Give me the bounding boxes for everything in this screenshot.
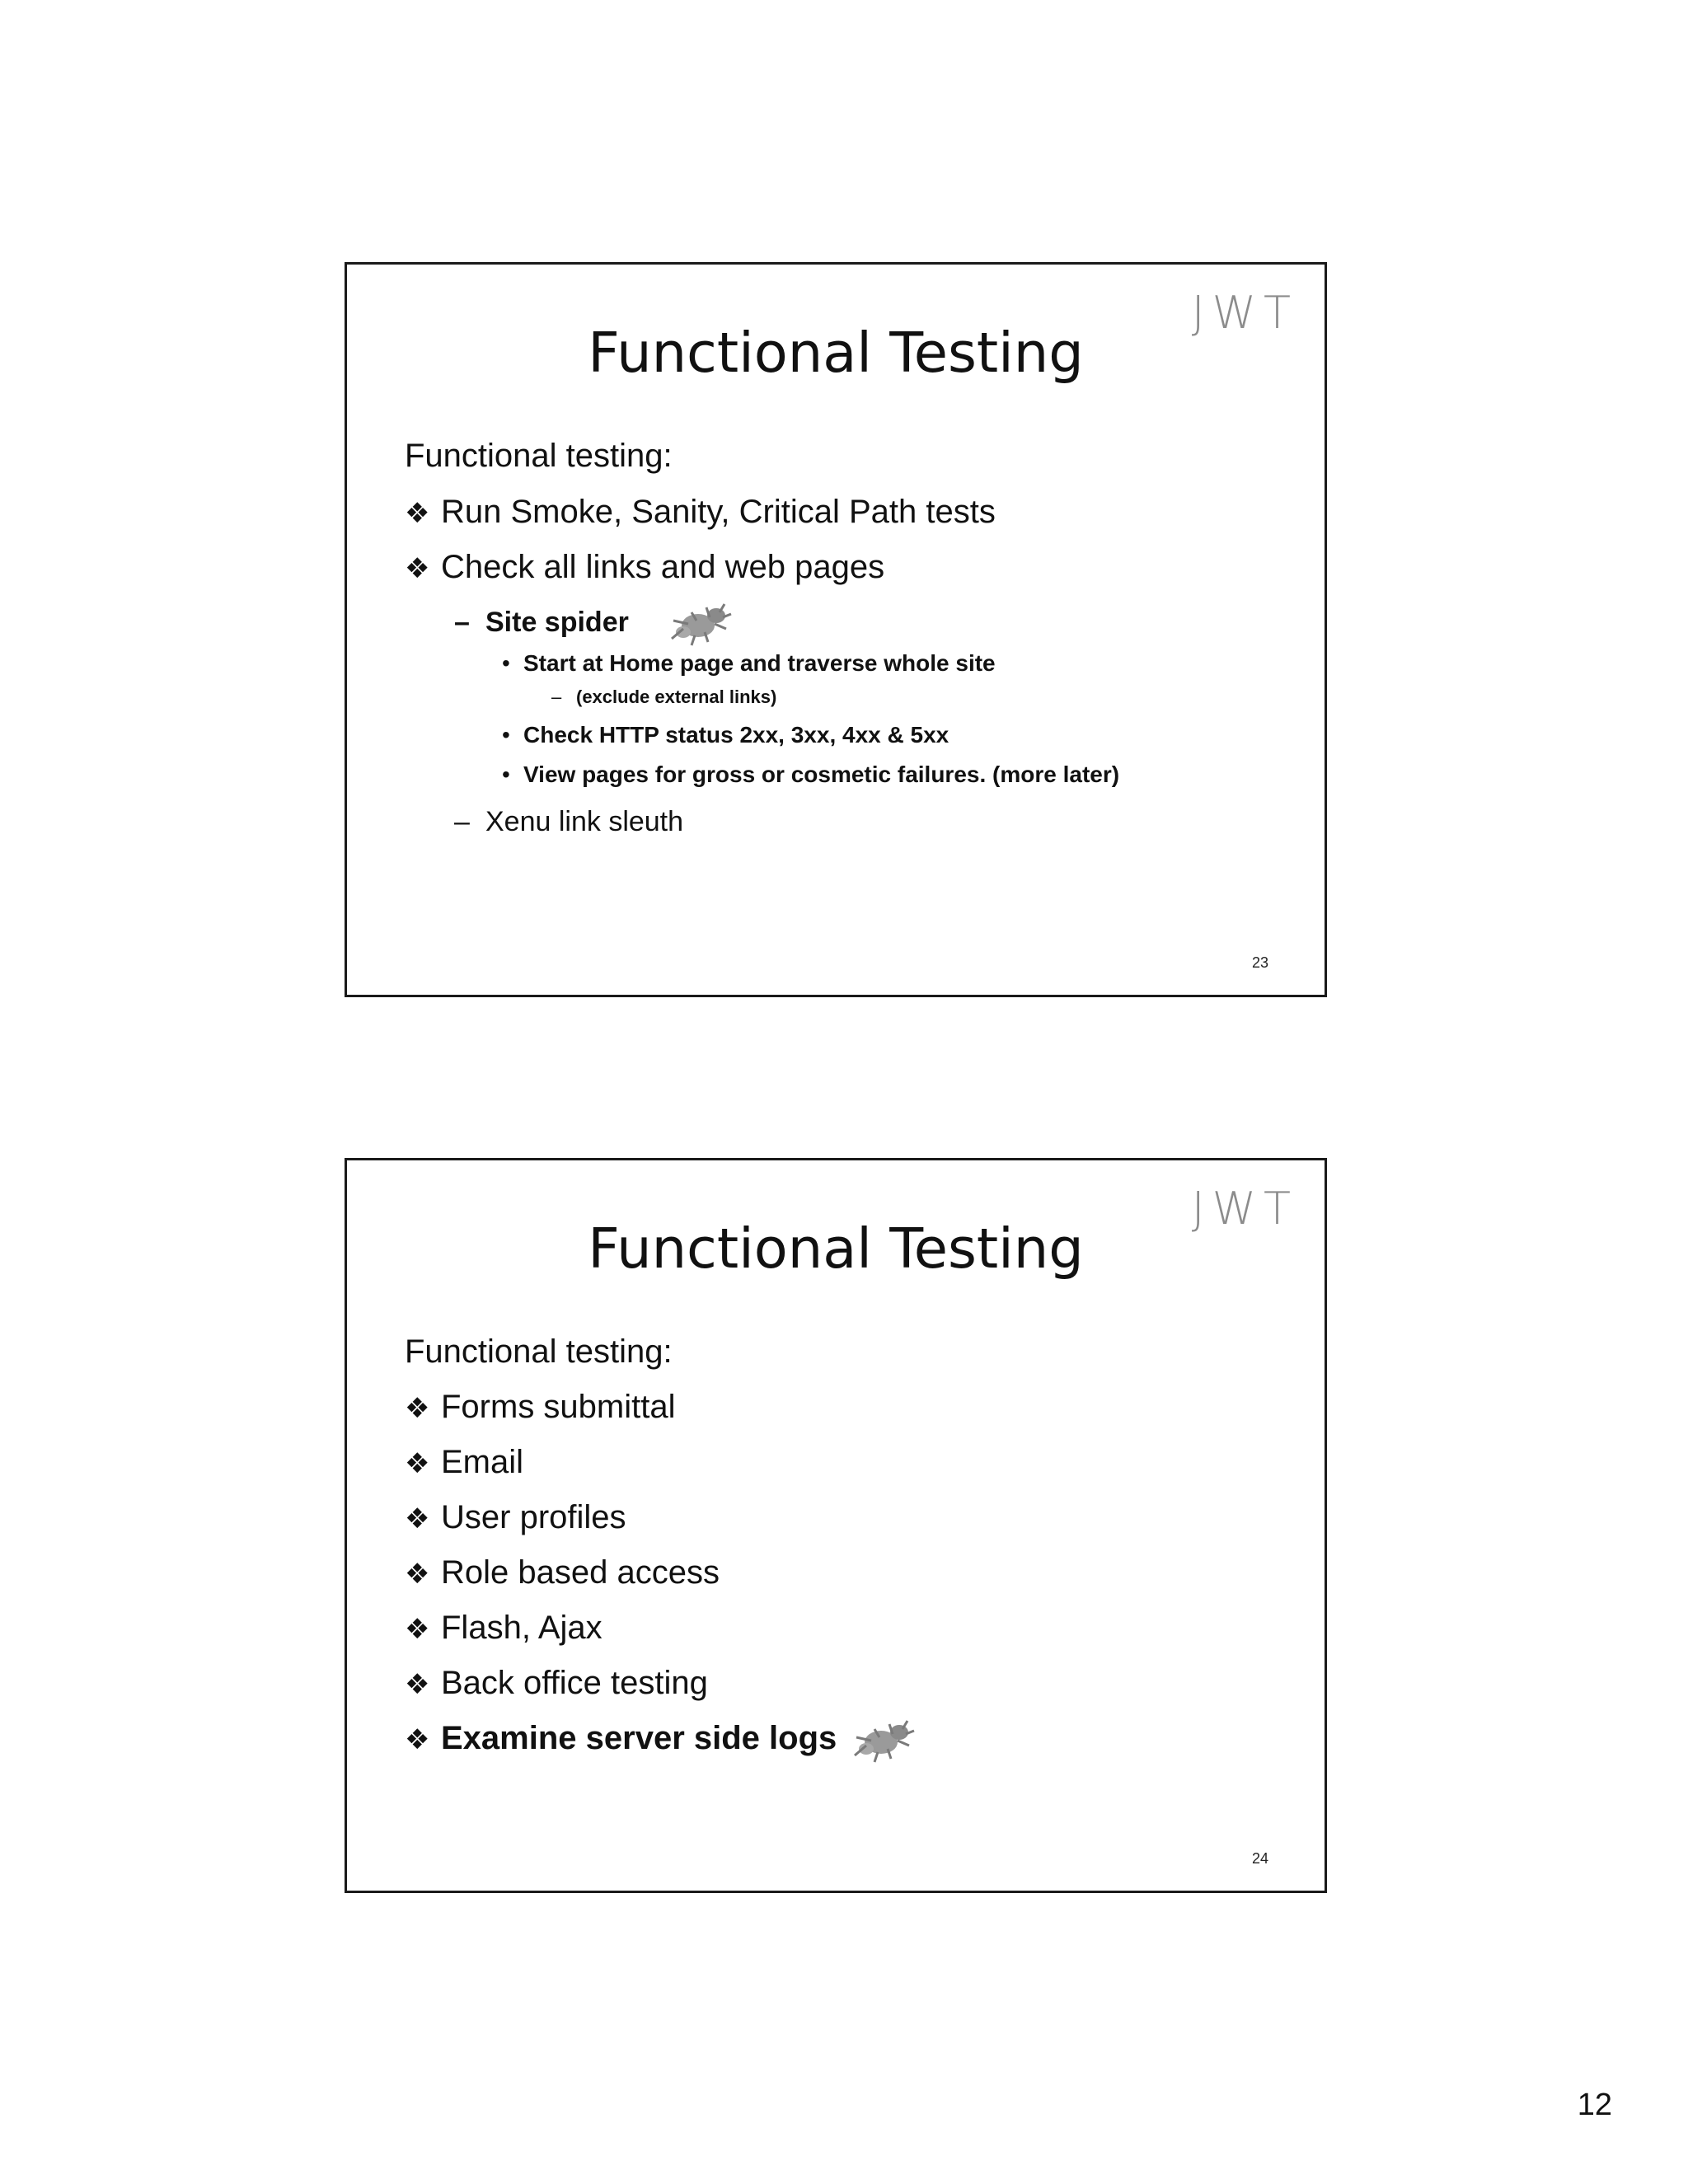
spider-icon [850,1713,919,1765]
bullet-item: ❖ Back office testing [405,1665,708,1701]
slide-title: Functional Testing [588,321,1084,385]
sub-sub-item: • Check HTTP status 2xx, 3xx, 4xx & 5xx [502,722,950,748]
sub-item: – Site spider [454,607,629,638]
sub-sub-sub-item: – (exclude external links) [551,687,777,707]
bullet-diamond-icon: ❖ [405,1558,430,1590]
spider-icon [667,596,736,649]
slide-number: 24 [1251,1850,1268,1867]
bullet-item: ❖ Run Smoke, Sanity, Critical Path tests [405,494,996,530]
bullet-diamond-icon: ❖ [405,1503,430,1535]
bullet-item: ❖ Flash, Ajax [405,1610,603,1646]
bullet-item: ❖ Forms submittal [405,1389,676,1425]
bullet-item: ❖ Email [405,1444,524,1480]
page-number: 12 [1577,2088,1612,2122]
lead-text: Functional testing: [405,1333,673,1370]
sub-sub-item: • View pages for gross or cosmetic failures. (more later) [502,762,1120,787]
bullet-diamond-icon: ❖ [405,1448,430,1479]
bullet-item: ❖ Examine server side logs [405,1720,837,1756]
lead-text: Functional testing: [405,438,673,474]
slide-number: 23 [1251,954,1268,971]
slide-title: Functional Testing [588,1216,1084,1281]
bullet-diamond-icon: ❖ [405,1614,430,1645]
jwt-logo: JWT [1191,1183,1298,1235]
bullet-item: ❖ Role based access [405,1554,720,1591]
bullet-item: ❖ User profiles [405,1499,626,1535]
bullet-diamond-icon: ❖ [405,1724,430,1755]
bullet-diamond-icon: ❖ [405,553,430,584]
bullet-diamond-icon: ❖ [405,498,430,529]
slide-23 [345,262,1327,997]
bullet-item: ❖ Check all links and web pages [405,549,885,585]
bullet-diamond-icon: ❖ [405,1393,430,1424]
sub-item: – Xenu link sleuth [454,806,684,837]
sub-sub-item: • Start at Home page and traverse whole site [502,650,996,676]
bullet-diamond-icon: ❖ [405,1669,430,1700]
slide-24 [345,1158,1327,1893]
jwt-logo: JWT [1191,287,1298,339]
